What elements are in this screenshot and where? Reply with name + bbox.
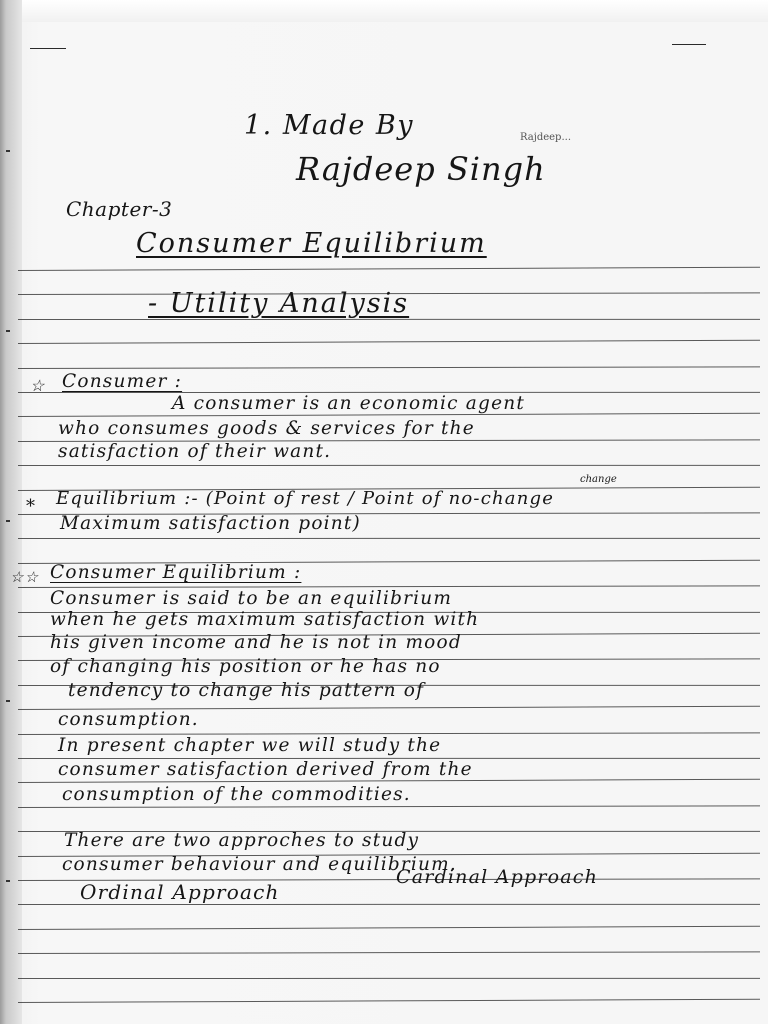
ce-line-8: consumer satisfaction derived from the bbox=[58, 759, 473, 780]
ruled-line bbox=[18, 926, 760, 930]
consumer-equilibrium-heading: Consumer Equilibrium : bbox=[50, 562, 302, 583]
approaches-line-1: There are two approches to study bbox=[64, 830, 420, 851]
ce-line-7: In present chapter we will study the bbox=[58, 735, 442, 756]
ce-line-3: his given income and he is not in mood bbox=[50, 632, 462, 653]
consumer-heading: Consumer : bbox=[62, 371, 183, 392]
equilibrium-line-1: Equilibrium :- (Point of rest / Point of no-change bbox=[56, 488, 555, 509]
consumer-star: ☆ bbox=[30, 376, 46, 395]
ruled-line bbox=[18, 465, 760, 466]
ruled-line bbox=[18, 366, 760, 369]
ruled-line bbox=[18, 904, 760, 905]
ce-line-2: when he gets maximum satisfaction with bbox=[50, 609, 480, 630]
chapter-title-line1: Consumer Equilibrium bbox=[136, 228, 487, 259]
consumer-equilibrium-stars: ☆☆ bbox=[10, 568, 40, 586]
chapter-label: Chapter-3 bbox=[66, 197, 173, 221]
margin-mark bbox=[6, 150, 10, 152]
ruled-line bbox=[18, 805, 760, 808]
approaches-line-2: consumer behaviour and equilibrium. bbox=[62, 854, 457, 875]
chapter-title-line2: - Utility Analysis bbox=[148, 288, 410, 319]
consumer-line-3: satisfaction of their want. bbox=[58, 441, 332, 462]
margin-mark bbox=[6, 520, 10, 522]
equilibrium-correction: change bbox=[580, 474, 617, 485]
ce-line-9: consumption of the commodities. bbox=[62, 784, 411, 805]
ce-line-1: Consumer is said to be an equilibrium bbox=[50, 588, 453, 609]
margin-mark bbox=[6, 330, 10, 332]
ruled-line bbox=[18, 267, 760, 271]
ruled-line bbox=[18, 977, 760, 978]
equilibrium-line-2: Maximum satisfaction point) bbox=[60, 513, 361, 534]
ce-line-5: tendency to change his pattern of bbox=[68, 680, 425, 701]
page-binding-shadow bbox=[0, 0, 22, 1024]
corner-dash-left bbox=[30, 48, 66, 49]
author-name: Rajdeep Singh bbox=[296, 150, 546, 188]
ordinal-approach-label: Ordinal Approach bbox=[80, 880, 280, 904]
equilibrium-star: * bbox=[26, 496, 37, 517]
consumer-line-2: who consumes goods & services for the bbox=[58, 418, 475, 439]
margin-mark bbox=[6, 880, 10, 882]
ruled-line bbox=[18, 952, 760, 955]
ruled-line bbox=[18, 340, 760, 344]
page-stamp: Rajdeep... bbox=[520, 132, 571, 143]
ruled-line bbox=[18, 999, 760, 1003]
corner-dash-right bbox=[672, 44, 706, 45]
cardinal-approach-label: Cardinal Approach bbox=[396, 866, 599, 888]
ce-line-4: of changing his position or he has no bbox=[50, 656, 441, 677]
ruled-line bbox=[18, 538, 760, 539]
made-by-text: 1. Made By bbox=[244, 110, 415, 141]
consumer-line-1: A consumer is an economic agent bbox=[172, 393, 525, 414]
margin-mark bbox=[6, 700, 10, 702]
page-top-edge bbox=[0, 0, 768, 22]
ce-line-6: consumption. bbox=[58, 709, 199, 730]
